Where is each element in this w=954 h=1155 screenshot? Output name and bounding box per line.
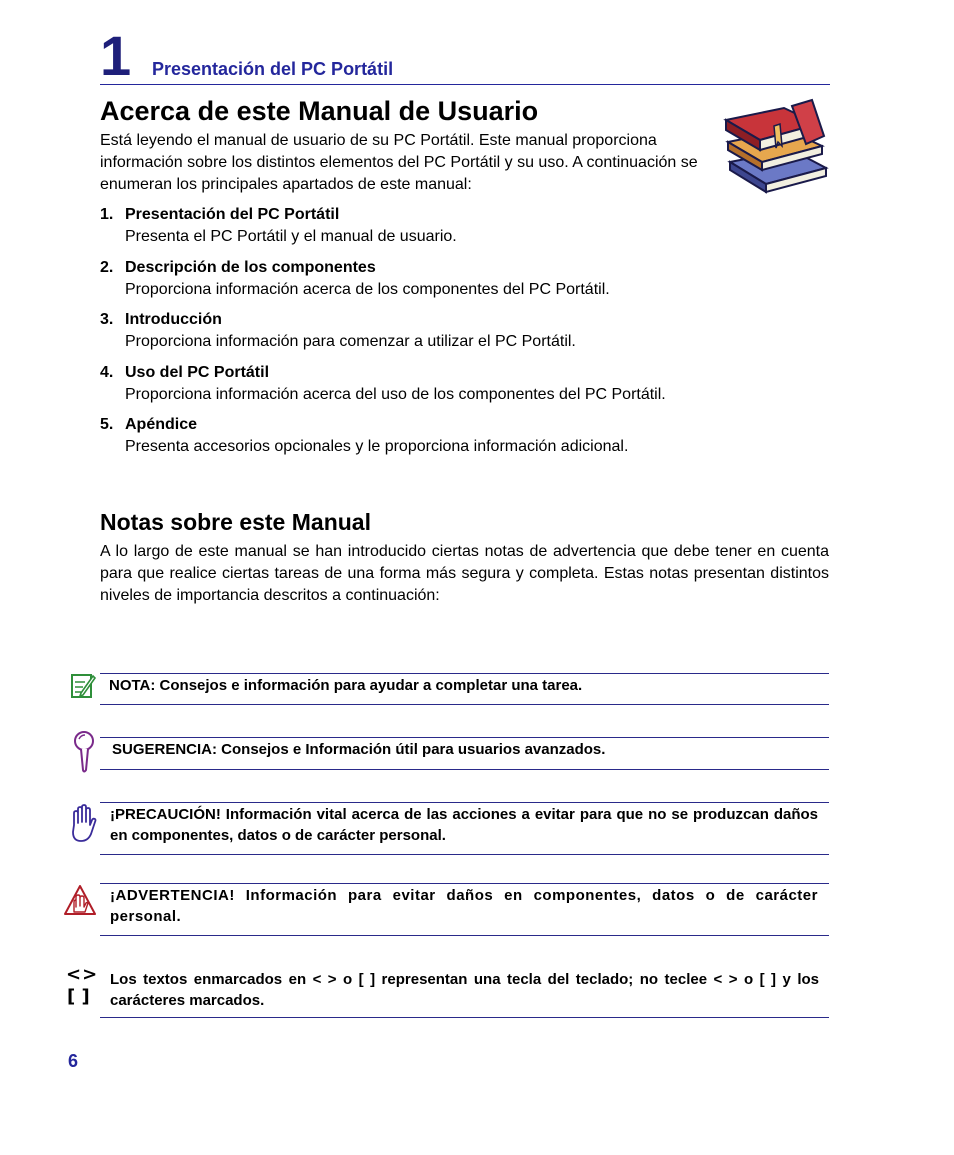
list-item-description: Proporciona información acerca del uso de los componentes del PC Portátil.	[125, 386, 666, 403]
section-intro: Está leyendo el manual de usuario de su PC Portátil. Este manual proporciona información sobre los distintos elementos del PC Portátil y su uso. A continuación se enumeran los principales apartados de este manual:	[100, 132, 698, 193]
notes-section-title: Notas sobre este Manual	[100, 509, 371, 535]
keyboard-key-icon	[66, 964, 100, 1008]
list-item-title: Descripción de los componentes	[125, 259, 376, 276]
list-item-description: Proporciona información acerca de los componentes del PC Portátil.	[125, 281, 610, 298]
list-item-number: 2.	[100, 259, 114, 276]
list-item-number: 3.	[100, 311, 114, 328]
notes-section-intro: A lo largo de este manual se han introducido ciertas notas de advertencia que debe tener en cuenta para que realice ciertas tareas de una forma más segura y completa. Estas notas presentan distintos niveles de importancia descritos a continuación:	[100, 543, 829, 604]
chapter-title: Presentación del PC Portátil	[152, 59, 394, 79]
note-pencil-icon	[70, 672, 96, 700]
caution-divider	[100, 802, 829, 803]
list-item-number: 4.	[100, 364, 114, 381]
keyboard-square-brackets-glyph: [ ]	[67, 986, 90, 1007]
note-divider	[100, 673, 829, 674]
page-number: 6	[68, 1051, 79, 1071]
note-divider	[100, 704, 829, 705]
caution-divider	[100, 854, 829, 855]
keyboard-note-text: Los textos enmarcados en < > o [ ] representan una tecla del teclado; no teclee < > o [ ] y los carácteres marcados.	[110, 971, 819, 1009]
list-item-description: Proporciona información para comenzar a utilizar el PC Portátil.	[125, 333, 576, 350]
warning-divider	[100, 935, 829, 936]
note-text: NOTA: Consejos e información para ayudar a completar una tarea.	[109, 677, 583, 694]
raised-hand-icon	[68, 803, 98, 843]
warning-triangle-icon	[63, 883, 97, 919]
tip-divider	[100, 737, 829, 738]
list-item-title: Introducción	[125, 311, 222, 328]
tip-divider	[100, 769, 829, 770]
magnifier-tip-icon	[72, 730, 96, 774]
tip-text: SUGERENCIA: Consejos e Información útil para usuarios avanzados.	[112, 741, 606, 758]
caution-text: ¡PRECAUCIÓN! Información vital acerca de las acciones a evitar para que no se produzcan daños en componentes, datos o de carácter personal.	[110, 806, 818, 844]
list-item-number: 5.	[100, 416, 114, 433]
list-item-description: Presenta el PC Portátil y el manual de usuario.	[125, 228, 457, 245]
list-item-title: Apéndice	[125, 416, 198, 433]
keyboard-angle-brackets-glyph: <>	[66, 964, 99, 985]
warning-text: ¡ADVERTENCIA! Información para evitar daños en componentes, datos o de carácter personal.	[110, 887, 818, 925]
header-divider	[100, 84, 830, 85]
books-illustration-icon	[720, 96, 832, 194]
list-item-title: Presentación del PC Portátil	[125, 206, 340, 223]
section-title: Acerca de este Manual de Usuario	[100, 96, 539, 126]
chapter-number: 1	[100, 24, 130, 87]
warning-divider	[100, 883, 829, 884]
list-item-description: Presenta accesorios opcionales y le proporciona información adicional.	[125, 438, 629, 455]
list-item-number: 1.	[100, 206, 114, 223]
list-item-title: Uso del PC Portátil	[125, 364, 270, 381]
keyboard-note-divider	[100, 1017, 829, 1018]
